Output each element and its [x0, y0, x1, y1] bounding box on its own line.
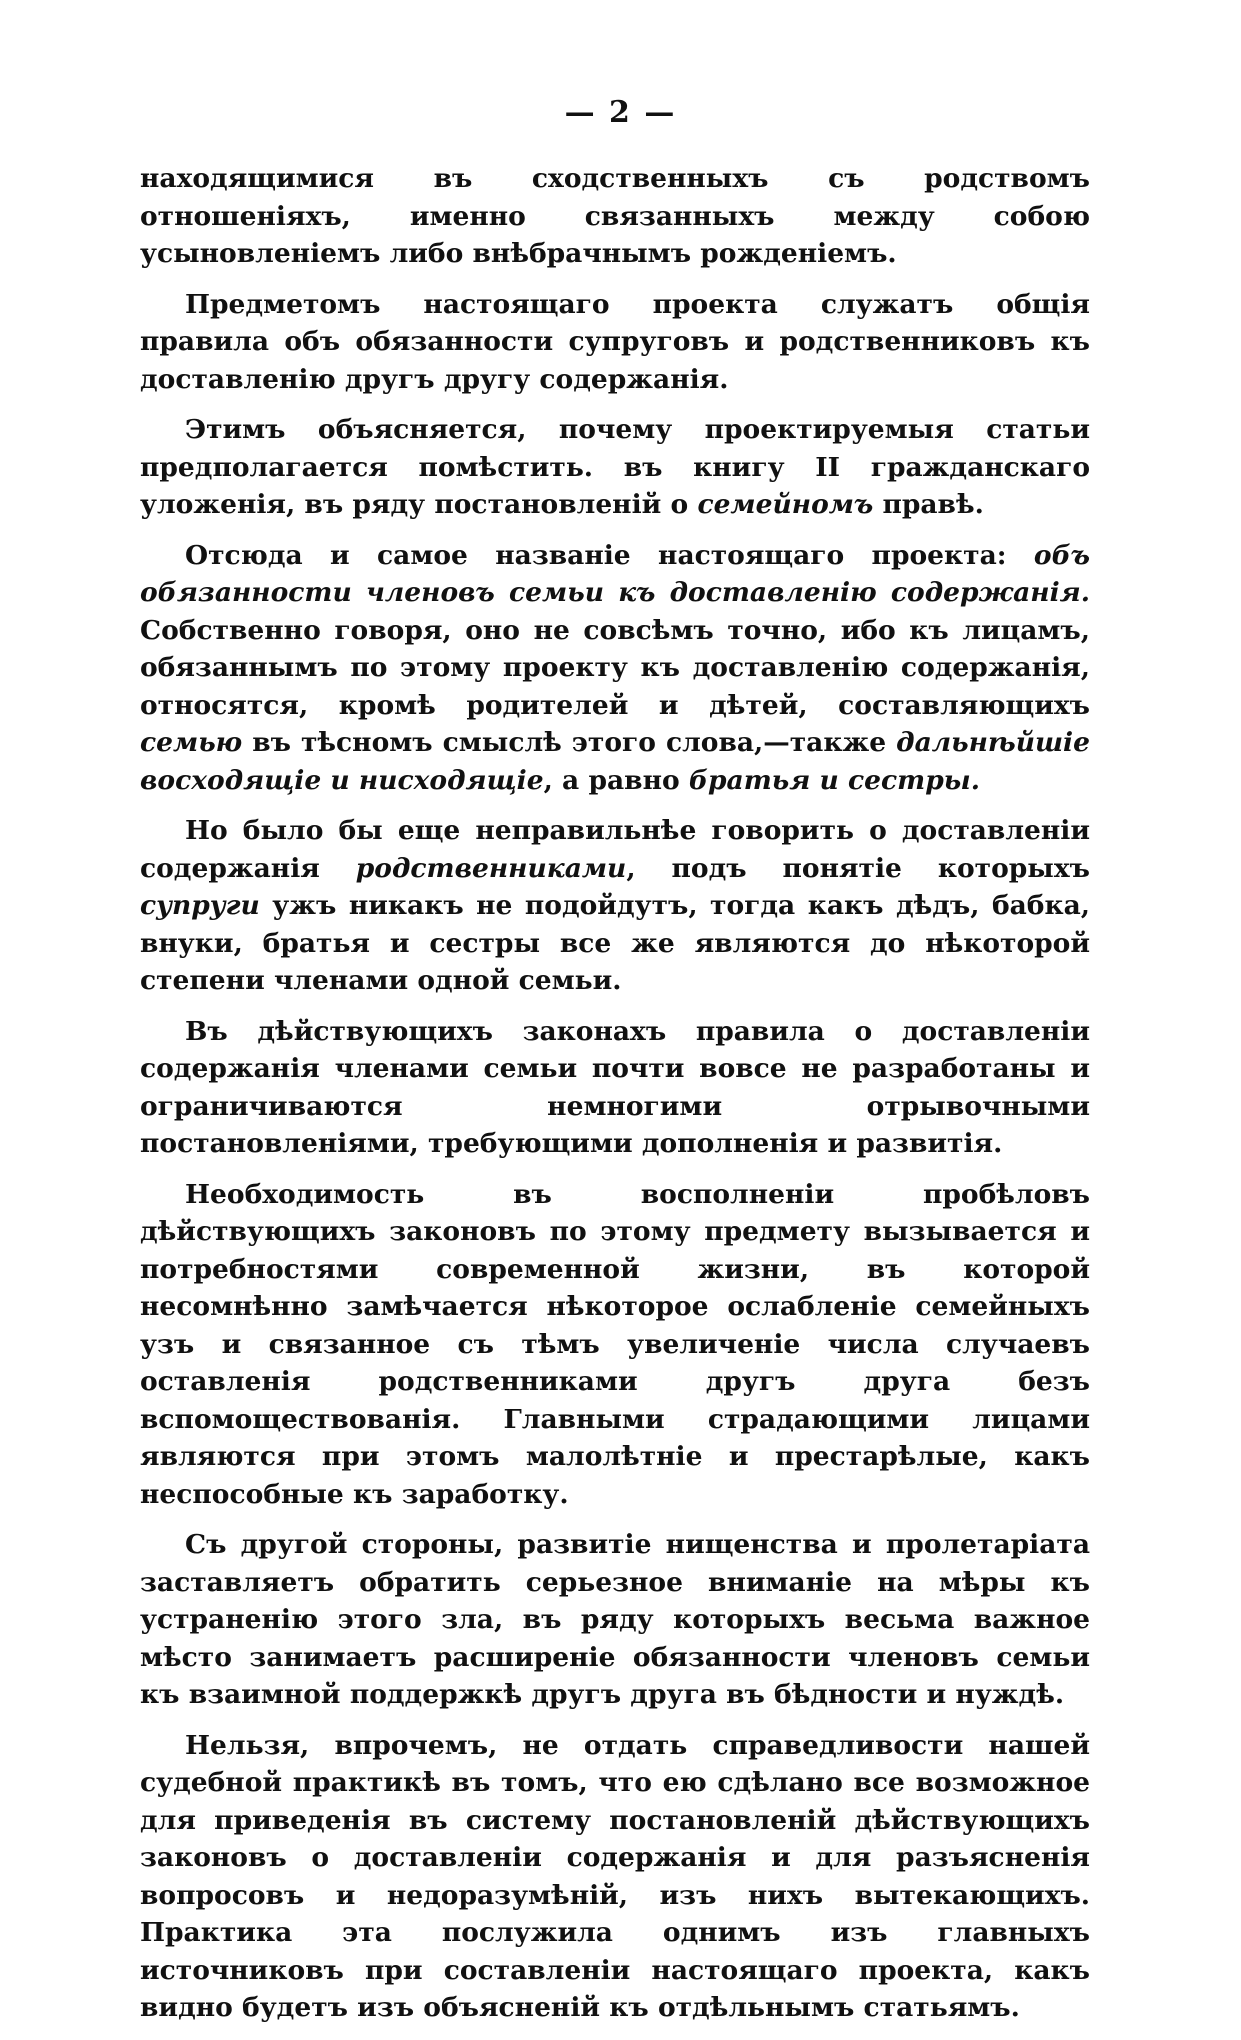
text-run: Въ дѣйствующихъ законахъ правила о доставленіи содержанія членами семьи почти вовсе не разработаны и ограничиваются немногими отрывочными постановленіями, требующими дополненія и развитія. — [140, 1015, 1090, 1159]
page-number: — 2 — — [564, 95, 677, 130]
paragraph — [140, 411, 1090, 524]
italic-text: дальнѣйшіе восходящіе и нисходящіе — [140, 727, 1090, 796]
text-run: Предметомъ настоящаго проекта служатъ общія правила объ обязанности супруговъ и родственниковъ къ доставленію другъ другу содержанія. — [140, 288, 1090, 395]
text-run: правѣ. — [873, 489, 984, 520]
text-run: , а равно — [543, 764, 689, 796]
text-run: Необходимость въ восполненіи пробѣловъ дѣйствующихъ законовъ по этому предмету вызывается и потребностями современной жизни, въ которой несомнѣнно замѣчается нѣкоторое ослабленіе семейныхъ узъ и связанное съ тѣмъ увеличеніе числа случаевъ оставленія родственниками другъ друга безъ вспомоществованія. Главными страдающими лицами являются при этомъ малолѣтніе и престарѣлые, какъ неспособные къ заработку. — [140, 1178, 1090, 1510]
paragraph — [140, 1176, 1090, 1514]
text-run: Съ другой стороны, развитіе нищенства и пролетаріата заставляетъ обратить серьезное вниманіе на мѣры къ устраненію этого зла, въ ряду которыхъ весьма важное мѣсто занимаетъ расширеніе обязанности членовъ семьи къ взаимной поддержкѣ другъ друга въ бѣдности и нуждѣ. — [140, 1529, 1090, 1710]
paragraph — [140, 286, 1090, 399]
italic-text: супруги — [140, 890, 260, 921]
italic-text: родственниками — [355, 852, 627, 884]
paragraph — [140, 537, 1090, 800]
body-text — [140, 160, 1090, 2040]
text-run: Собственно говоря, оно не совсѣмъ точно, ибо къ лицамъ, обязаннымъ по этому проекту къ доставленію содержанія, относятся, кромѣ родителей и дѣтей, составляющихъ — [140, 614, 1090, 721]
text-run: Отсюда и самое названіе настоящаго проекта: — [185, 539, 1034, 571]
text-run: въ тѣсномъ смыслѣ этого слова,—также — [242, 727, 897, 758]
paragraph — [140, 1013, 1090, 1163]
text-run: Нельзя, впрочемъ, не отдать справедливости нашей судебной практикѣ въ томъ, что ею сдѣлано все возможное для приведенія въ систему постановленій дѣйствующихъ законовъ о доставленіи содержанія и для разъясненія вопросовъ и недоразумѣній, изъ нихъ вытекающихъ. Практика эта послужила однимъ изъ главныхъ источниковъ при составленіи настоящаго проекта, какъ видно будетъ изъ объясненій къ отдѣльнымъ статьямъ. — [140, 1729, 1090, 2023]
paragraph — [140, 812, 1090, 1000]
paragraph — [140, 160, 1090, 273]
text-run: находящимися въ сходственныхъ съ родствомъ отношеніяхъ, именно связанныхъ между собою усыновленіемъ либо внѣбрачнымъ рожденіемъ. — [140, 163, 1090, 269]
italic-text: семейномъ — [697, 489, 874, 520]
text-run: ужъ никакъ не подойдутъ, тогда какъ дѣдъ, бабка, внуки, братья и сестры все же являются до нѣкоторой степени членами одной семьи. — [140, 890, 1090, 996]
text-run: Но было бы еще неправильнѣе говорить о доставленіи содержанія — [140, 815, 1090, 884]
paragraph — [140, 1727, 1090, 2027]
italic-text: семью — [140, 727, 243, 758]
italic-text: братья и сестры. — [688, 764, 980, 796]
text-run: , подъ понятіе которыхъ — [626, 852, 1090, 884]
text-run: Этимъ объясняется, почему проектируемыя статьи предполагается помѣстить. въ книгу II гражданскаго уложенія, въ ряду постановленій о — [140, 414, 1090, 520]
paragraph — [140, 1526, 1090, 1714]
italic-text: объ обязанности членовъ семьи къ доставленію содержанія. — [140, 539, 1090, 608]
